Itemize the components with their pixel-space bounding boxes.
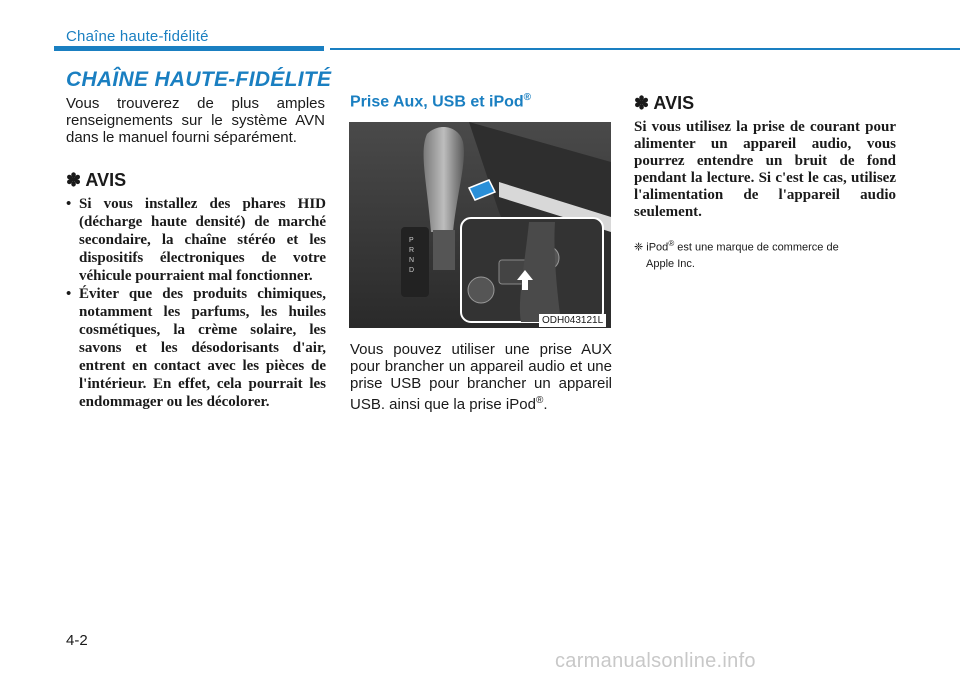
subsection-heading-text: Prise Aux, USB et iPod [350,93,524,111]
registered-mark: ® [535,395,544,406]
aux-usb-paragraph [350,341,612,413]
avis-item-text: Si vous installez des phares HID (décharge haute densité) de marché secondaire, la chaîne stéréo et les dispositifs électroniques de votre véhicule pourraient mal fonctionner. [79,196,326,284]
registered-mark: ® [668,239,675,248]
header-rule-thick [54,46,324,51]
svg-text:P: P [409,237,414,244]
avis-heading-2: ✽ AVIS [634,93,695,113]
bullet-mark: • [66,196,72,212]
avis-heading-1: ✽ AVIS [66,170,127,190]
trademark-note [634,236,896,272]
photo-code: ODH043121L [539,314,606,327]
subsection-heading [350,92,531,111]
note-line-2: Apple Inc. [646,257,695,270]
running-head: Chaîne haute-fidélité [66,28,209,45]
console-photo [349,122,611,328]
note-rest: est une marque de commerce de [677,241,839,254]
period: . [543,396,548,413]
note-word: iPod [646,241,669,254]
intro-paragraph: Vous trouverez de plus amples renseignements sur le système AVN dans le manuel fourni séparément. [66,95,325,146]
svg-text:R: R [409,247,415,254]
avis-2-text: Si vous utilisez la prise de courant pour alimenter un appareil audio, vous pourrez entendre un bruit de fond pendant la lecture. Si c'est le cas, utilisez l'alimentation de l'appareil audio seulement. [634,119,896,220]
avis-item-text: Éviter que des produits chimiques, notamment les parfums, les huiles cosmétiques, la crème solaire, les savons et les désodorisants d'air, entrent en contact avec les pièces de l'intérieur. En effet, cela pourrait les endommager ou les décolorer. [79,286,326,410]
avis-item [66,195,326,285]
section-title: CHAÎNE HAUTE-FIDÉLITÉ [66,68,332,91]
registered-mark: ® [523,92,532,103]
header-rule-thin [330,48,960,50]
watermark: carmanualsonline.info [555,650,756,672]
svg-text:D: D [409,267,415,274]
note-symbol: ❈ [634,241,644,254]
aux-usb-text: Vous pouvez utiliser une prise AUX pour brancher un appareil audio et une prise USB pour brancher un appareil USB. ainsi que la prise iPod [350,341,612,413]
avis-item [66,285,326,411]
console-photo-illustration [349,122,611,328]
svg-text:N: N [409,257,415,264]
bullet-mark: • [66,286,72,302]
avis-list [66,195,326,411]
page-number: 4-2 [66,632,88,649]
